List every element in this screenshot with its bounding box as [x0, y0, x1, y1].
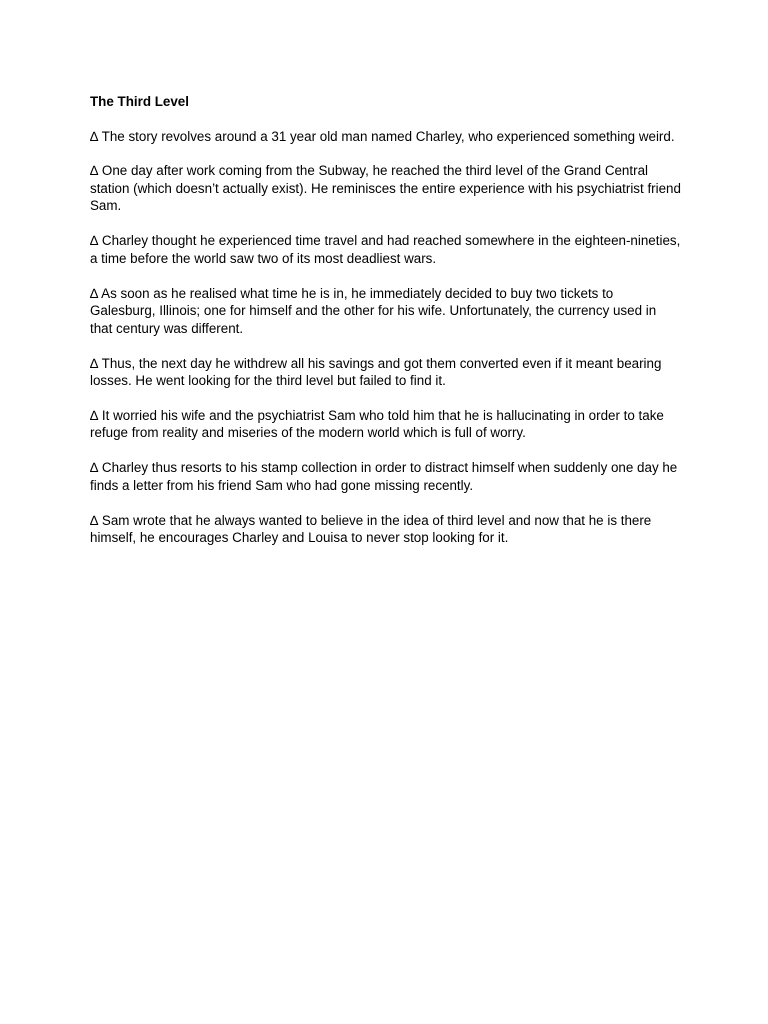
paragraph: ∆ Charley thus resorts to his stamp collection in order to distract himself when suddenly one day he finds a letter from his friend Sam who had gone missing recently. [90, 460, 678, 493]
paragraph: ∆ As soon as he realised what time he is in, he immediately decided to buy two tickets to Galesburg, Illinois; one for himself and the other for his wife. Unfortunately, the currency used in that century was different. [90, 285, 657, 336]
paragraph: ∆ Sam wrote that he always wanted to believe in the idea of third level and now that he is there himself, he encourages Charley and Louisa to never stop looking for it. [90, 512, 652, 546]
paragraph: ∆ It worried his wife and the psychiatrist Sam who told him that he is hallucinating in order to take refuge from reality and miseries of the modern world which is full of worry. [90, 407, 664, 441]
document-body [90, 93, 682, 564]
paragraph: ∆ Charley thought he experienced time travel and had reached somewhere in the eighteen-nineties, a time before the world saw two of its most deadliest wars. [90, 233, 681, 266]
document-title: The Third Level [90, 94, 189, 109]
paragraph: ∆ The story revolves around a 31 year old man named Charley, who experienced something weird. [90, 128, 675, 144]
paragraph: ∆ One day after work coming from the Subway, he reached the third level of the Grand Central station (which doesn’t actually exist). He reminisces the entire experience with his psychiatrist friend Sam. [90, 163, 681, 214]
paragraph: ∆ Thus, the next day he withdrew all his savings and got them converted even if it meant bearing losses. He went looking for the third level but failed to find it. [90, 355, 662, 389]
